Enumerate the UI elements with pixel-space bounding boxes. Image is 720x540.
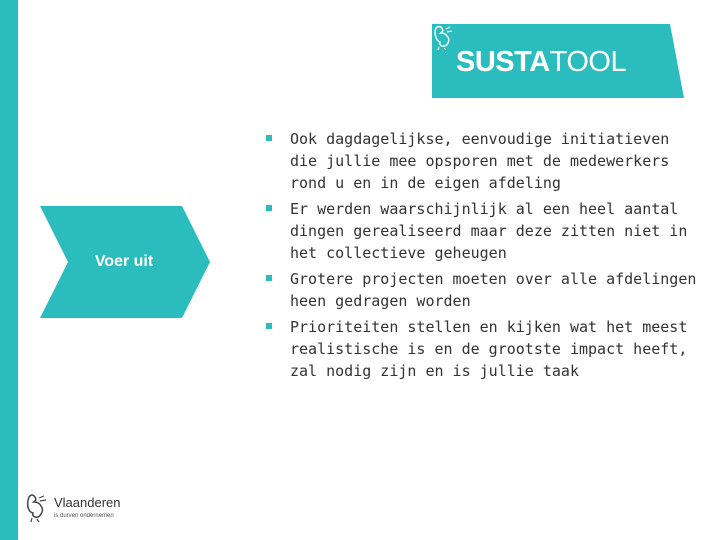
bullet-text: Ook dagdagelijkse, eenvoudige initiatieven die jullie mee opsporen met de medewerkers rond u en in de eigen afdeling [290, 130, 670, 192]
bullet-item [262, 128, 702, 194]
step-label: Voer uit [94, 253, 154, 270]
bullet-square-icon [266, 323, 272, 329]
bullet-text: Er werden waarschijnlijk al een heel aantal dingen gerealiseerd maar deze zitten niet in het collectieve geheugen [290, 200, 688, 262]
bullet-text: Grotere projecten moeten over alle afdelingen heen gedragen worden [290, 270, 697, 310]
vlaanderen-lion-icon [432, 24, 454, 50]
brand-title [456, 42, 626, 82]
logo-name: Vlaanderen [54, 495, 121, 510]
bullet-square-icon [266, 135, 272, 141]
left-accent-bar [0, 0, 18, 540]
brand-title-light: TOOL [549, 46, 627, 78]
logo-tagline: is durven ondernemen [54, 513, 114, 519]
bullet-list [262, 128, 702, 386]
bullet-text: Prioriteiten stellen en kijken wat het meest realistische is en de grootste impact heeft, zal nodig zijn en is jullie taak [290, 318, 688, 380]
brand-title-bold: SUSTA [456, 46, 550, 78]
step-chevron [40, 206, 210, 318]
bullet-square-icon [266, 275, 272, 281]
bullet-square-icon [266, 205, 272, 211]
bullet-item [262, 316, 702, 382]
bullet-item [262, 268, 702, 312]
vlaanderen-logo [24, 488, 144, 530]
brand-banner [432, 24, 684, 98]
vlaanderen-lion-icon [24, 492, 48, 522]
bullet-item [262, 198, 702, 264]
